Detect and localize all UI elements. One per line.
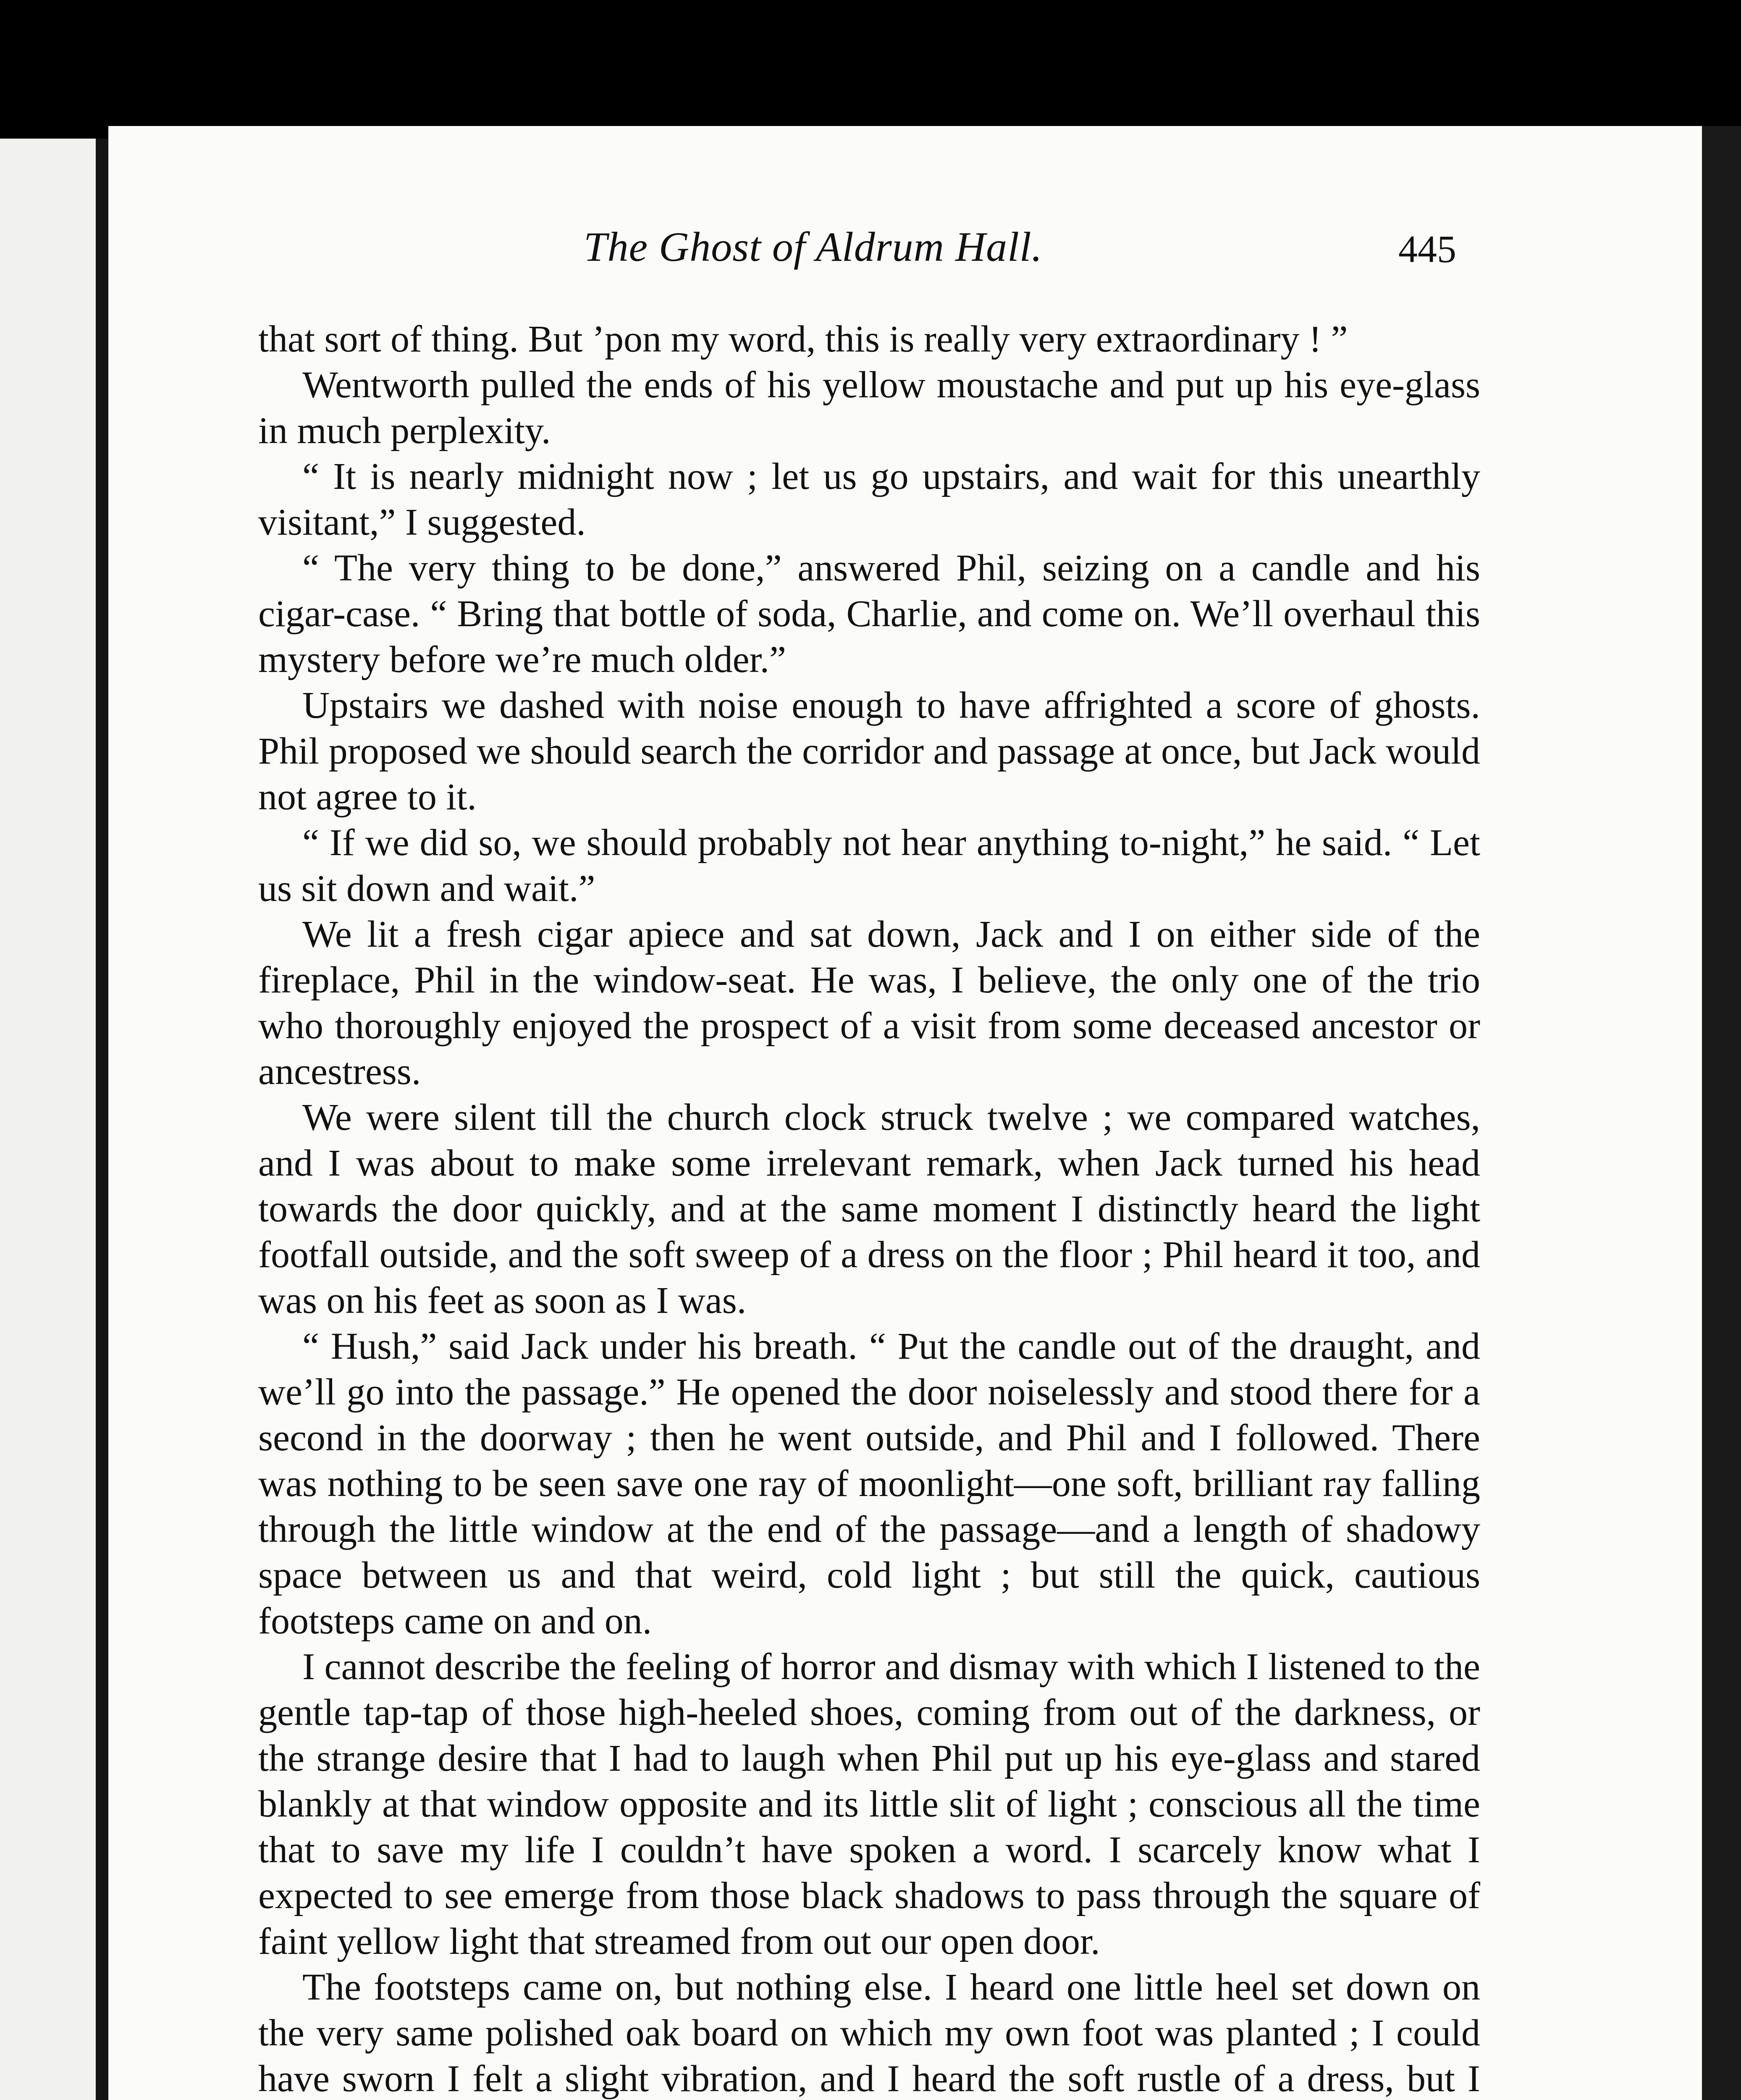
paragraph: “ Hush,” said Jack under his breath. “ Put the candle out of the draught, and we’ll go into the passage.” He opened the door noiselessly and stood there for a second in the doorway ; then he went outside, and Phil and I followed. There was nothing to be seen save one ray of moonlight—one soft, brilliant ray falling through the little window at the end of the passage—and a length of shadowy space between us and that weird, cold light ; but still the quick, cautious footsteps came on and on.: [258, 1326, 1480, 1642]
page-body: [258, 316, 1480, 2100]
paragraph: We lit a fresh cigar apiece and sat down, Jack and I on either side of the fireplace, Phil in the window-seat. He was, I believe, the only one of the trio who thoroughly enjoyed the prospect of a visit from some deceased ancestor or ancestress.: [258, 914, 1480, 1092]
facing-page-edge: [0, 139, 97, 2100]
paragraph: “ It is nearly midnight now ; let us go upstairs, and wait for this unearthly visitant,” I suggested.: [258, 456, 1480, 543]
paragraph: The footsteps came on, but nothing else. I heard one little heel set down on the very same polished oak board on which my own foot was planted ; I could have sworn I felt a slight vibration, and I heard the soft rustle of a dress, but I: [258, 1966, 1480, 2100]
page-right-edge: [1702, 126, 1741, 2100]
book-gutter: [96, 139, 108, 2100]
page-number: 445: [1398, 228, 1456, 270]
paragraph: “ If we did so, we should probably not hear anything to-night,” he said. “ Let us sit down and wait.”: [258, 822, 1480, 909]
paragraph: Wentworth pulled the ends of his yellow moustache and put up his eye-glass in much perplexity.: [258, 364, 1480, 452]
paragraph: Upstairs we dashed with noise enough to have affrighted a score of ghosts. Phil proposed we should search the corridor and passage at once, but Jack would not agree to it.: [258, 685, 1480, 818]
paragraph: I cannot describe the feeling of horror and dismay with which I listened to the gentle tap-tap of those high-heeled shoes, coming from out of the darkness, or the strange desire that I had to laugh when Phil put up his eye-glass and stared blankly at that window opposite and its little slit of light ; conscious all the time that to save my life I couldn’t have spoken a word. I scarcely know what I expected to see emerge from those black shadows to pass through the square of faint yellow light that streamed from out our open door.: [258, 1646, 1480, 1962]
paragraph: We were silent till the church clock struck twelve ; we compared watches, and I was about to make some irrelevant remark, when Jack turned his head towards the door quickly, and at the same moment I distinctly heard the light footfall outside, and the soft sweep of a dress on the floor ; Phil heard it too, and was on his feet as soon as I was.: [258, 1097, 1480, 1321]
paragraph: that sort of thing. But ’pon my word, this is really very extraordinary ! ”: [258, 318, 1348, 360]
running-title: The Ghost of Aldrum Hall.: [584, 223, 1043, 270]
paragraph: “ The very thing to be done,” answered Phil, seizing on a candle and his cigar-case. “ Bring that bottle of soda, Charlie, and come on. We’ll overhaul this mystery before we’re much older.”: [258, 547, 1480, 680]
